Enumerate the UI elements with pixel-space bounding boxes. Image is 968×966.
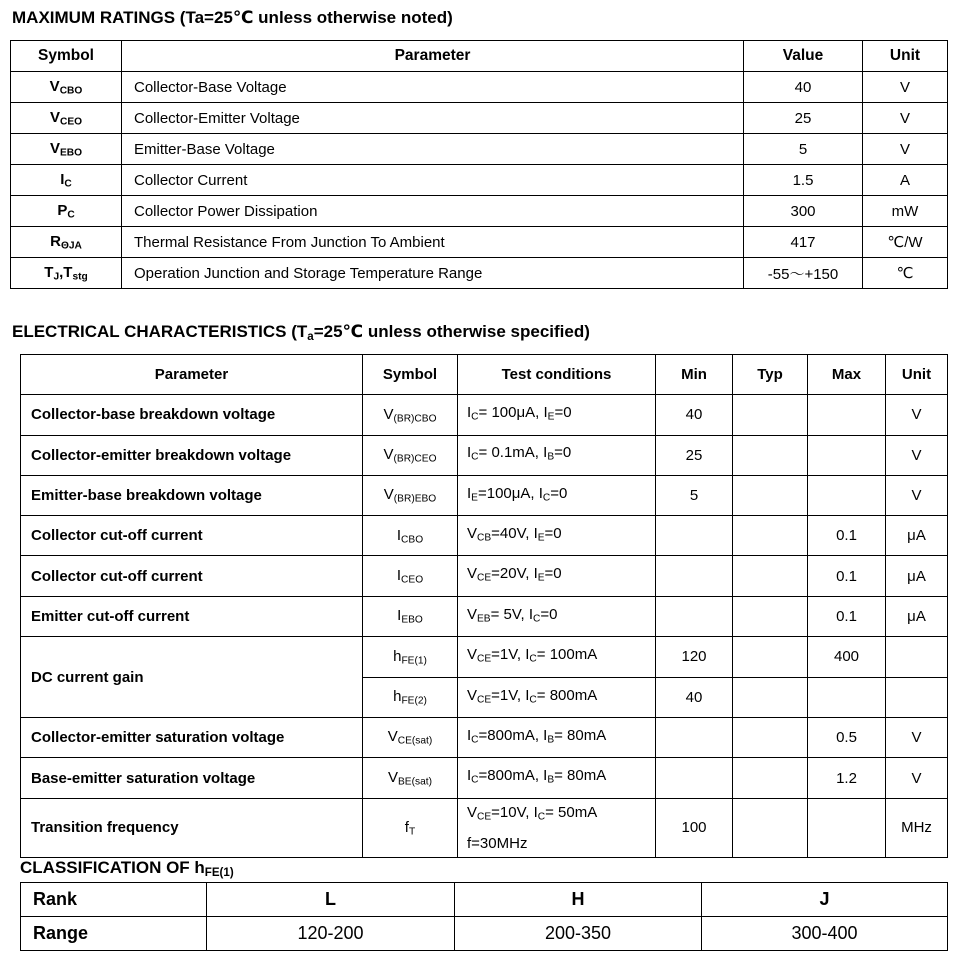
table-row: [21, 435, 948, 475]
table-row: [21, 395, 948, 435]
symbol-cell: $h_{FE(2)}$: [363, 677, 458, 718]
header-parameter: Parameter: [21, 355, 363, 395]
unit-cell: V: [863, 72, 948, 103]
max-cell: [808, 798, 886, 858]
unit-cell: A: [863, 165, 948, 196]
max-cell: [808, 435, 886, 475]
unit-cell: μA: [886, 596, 948, 636]
unit-cell: [886, 677, 948, 718]
unit-cell: V: [863, 103, 948, 134]
typ-cell: [733, 758, 808, 798]
typ-cell: [733, 395, 808, 435]
unit-cell: ℃: [863, 258, 948, 289]
header-typ: Typ: [733, 355, 808, 395]
max-cell: 0.5: [808, 718, 886, 758]
min-cell: [656, 758, 733, 798]
test-condition-cell: $V_{CE}=20V$, $I_E=0$: [458, 556, 656, 596]
symbol-cell: $V_{(BR)EBO}$: [363, 475, 458, 515]
table-row: [11, 196, 948, 227]
test-condition-cell: $I_C=800mA$, $I_B= 80mA$: [458, 758, 656, 798]
typ-cell: [733, 556, 808, 596]
unit-cell: V: [886, 395, 948, 435]
table-row: [11, 134, 948, 165]
unit-cell: V: [863, 134, 948, 165]
symbol-cell: $h_{FE(1)}$: [363, 637, 458, 678]
value-cell: 300: [744, 196, 863, 227]
parameter-cell: Collector-Base Voltage: [122, 72, 744, 103]
max-cell: 0.1: [808, 596, 886, 636]
max-cell: 0.1: [808, 516, 886, 556]
test-condition-cell: $I_C= 0.1mA$, $I_B=0$: [458, 435, 656, 475]
symbol-cell: $V_{CEO}$: [11, 103, 122, 134]
min-cell: 120: [656, 637, 733, 678]
typ-cell: [733, 435, 808, 475]
header-unit: Unit: [863, 41, 948, 72]
unit-cell: V: [886, 475, 948, 515]
header-unit: Unit: [886, 355, 948, 395]
unit-cell: μA: [886, 516, 948, 556]
parameter-cell: Emitter cut-off current: [21, 596, 363, 636]
unit-cell: MHz: [886, 798, 948, 858]
header-symbol: Symbol: [363, 355, 458, 395]
min-cell: 40: [656, 677, 733, 718]
parameter-cell: Transition frequency: [21, 798, 363, 858]
typ-cell: [733, 516, 808, 556]
symbol-cell: $V_{CE(sat)}$: [363, 718, 458, 758]
symbol-cell: $V_{(BR)CEO}$: [363, 435, 458, 475]
symbol-cell: $R_{\Theta JA}$: [11, 227, 122, 258]
symbol-cell: $I_{CEO}$: [363, 556, 458, 596]
max-cell: 1.2: [808, 758, 886, 798]
table-row: [11, 165, 948, 196]
value-cell: 40: [744, 72, 863, 103]
rank-cell: L: [207, 883, 455, 917]
table-header-row: [21, 355, 948, 395]
max-ratings-title: MAXIMUM RATINGS (Ta=25℃ unless otherwise noted): [12, 8, 453, 27]
unit-cell: mW: [863, 196, 948, 227]
header-test-conditions: Test conditions: [458, 355, 656, 395]
table-row: [21, 637, 948, 678]
typ-cell: [733, 596, 808, 636]
table-row: [21, 917, 948, 951]
classification-title: CLASSIFICATION OF $h_{FE(1)}$: [20, 858, 234, 879]
table-row: [21, 758, 948, 798]
typ-cell: [733, 677, 808, 718]
parameter-cell: DC current gain: [21, 637, 363, 718]
symbol-cell: $I_{EBO}$: [363, 596, 458, 636]
electrical-table: [20, 354, 948, 858]
table-row: [21, 556, 948, 596]
min-cell: 100: [656, 798, 733, 858]
rank-cell: H: [455, 883, 702, 917]
unit-cell: ℃/W: [863, 227, 948, 258]
parameter-cell: Collector-Emitter Voltage: [122, 103, 744, 134]
parameter-cell: Collector Current: [122, 165, 744, 196]
symbol-cell: $V_{EBO}$: [11, 134, 122, 165]
table-row: [21, 798, 948, 858]
value-cell: 417: [744, 227, 863, 258]
table-row: [11, 72, 948, 103]
rank-label: Rank: [21, 883, 207, 917]
max-cell: [808, 475, 886, 515]
test-condition-cell: $V_{CE}=1V$, $I_C= 800mA$: [458, 677, 656, 718]
parameter-cell: Collector-base breakdown voltage: [21, 395, 363, 435]
min-cell: 40: [656, 395, 733, 435]
parameter-cell: Collector-emitter saturation voltage: [21, 718, 363, 758]
test-condition-cell: $I_C= 100\mu A$, $I_E=0$: [458, 395, 656, 435]
unit-cell: μA: [886, 556, 948, 596]
symbol-cell: $I_C$: [11, 165, 122, 196]
range-cell: 300-400: [702, 917, 948, 951]
parameter-cell: Base-emitter saturation voltage: [21, 758, 363, 798]
table-row: [21, 596, 948, 636]
max-ratings-table: [10, 40, 948, 289]
parameter-cell: Operation Junction and Storage Temperature Range: [122, 258, 744, 289]
unit-cell: [886, 637, 948, 678]
typ-cell: [733, 798, 808, 858]
range-cell: 120-200: [207, 917, 455, 951]
value-cell: 5: [744, 134, 863, 165]
test-condition-cell: $I_E=100\mu A$, $I_C=0$: [458, 475, 656, 515]
rank-cell: J: [702, 883, 948, 917]
header-min: Min: [656, 355, 733, 395]
symbol-cell: $V_{(BR)CBO}$: [363, 395, 458, 435]
parameter-cell: Thermal Resistance From Junction To Ambient: [122, 227, 744, 258]
header-parameter: Parameter: [122, 41, 744, 72]
symbol-cell: $V_{BE(sat)}$: [363, 758, 458, 798]
symbol-cell: $f_T$: [363, 798, 458, 858]
test-condition-cell: $V_{CE}=1V$, $I_C= 100mA$: [458, 637, 656, 678]
max-cell: [808, 395, 886, 435]
parameter-cell: Emitter-base breakdown voltage: [21, 475, 363, 515]
unit-cell: V: [886, 758, 948, 798]
symbol-cell: $V_{CBO}$: [11, 72, 122, 103]
typ-cell: [733, 718, 808, 758]
parameter-cell: Emitter-Base Voltage: [122, 134, 744, 165]
max-cell: 0.1: [808, 556, 886, 596]
min-cell: 5: [656, 475, 733, 515]
parameter-cell: Collector cut-off current: [21, 556, 363, 596]
parameter-cell: Collector Power Dissipation: [122, 196, 744, 227]
unit-cell: V: [886, 718, 948, 758]
table-row: [21, 883, 948, 917]
table-row: [21, 475, 948, 515]
table-row: [11, 258, 948, 289]
test-condition-cell: $I_C=800mA$, $I_B= 80mA$: [458, 718, 656, 758]
symbol-cell: $I_{CBO}$: [363, 516, 458, 556]
classification-table: [20, 882, 948, 951]
value-cell: 25: [744, 103, 863, 134]
table-row: [21, 516, 948, 556]
parameter-cell: Collector-emitter breakdown voltage: [21, 435, 363, 475]
max-cell: 400: [808, 637, 886, 678]
electrical-title: ELECTRICAL CHARACTERISTICS ($T_a=25℃$ unless otherwise specified): [12, 322, 590, 343]
typ-cell: [733, 637, 808, 678]
unit-cell: V: [886, 435, 948, 475]
table-row: [11, 103, 948, 134]
parameter-cell: Collector cut-off current: [21, 516, 363, 556]
range-label: Range: [21, 917, 207, 951]
table-row: [11, 227, 948, 258]
min-cell: [656, 596, 733, 636]
table-row: [21, 718, 948, 758]
min-cell: [656, 556, 733, 596]
min-cell: 25: [656, 435, 733, 475]
min-cell: [656, 718, 733, 758]
header-symbol: Symbol: [11, 41, 122, 72]
value-cell: 1.5: [744, 165, 863, 196]
value-cell: -55～+150: [744, 258, 863, 289]
max-cell: [808, 677, 886, 718]
min-cell: [656, 516, 733, 556]
typ-cell: [733, 475, 808, 515]
test-condition-cell: $V_{EB}= 5V$, $I_C=0$: [458, 596, 656, 636]
symbol-cell: $P_C$: [11, 196, 122, 227]
header-value: Value: [744, 41, 863, 72]
header-max: Max: [808, 355, 886, 395]
test-condition-cell: $V_{CB}=40V$, $I_E=0$: [458, 516, 656, 556]
symbol-cell: $T_J,T_{stg}$: [11, 258, 122, 289]
table-header-row: [11, 41, 948, 72]
test-condition-cell: $V_{CE}=10V$, $I_C= 50mA$ f=30MHz: [458, 798, 656, 858]
range-cell: 200-350: [455, 917, 702, 951]
